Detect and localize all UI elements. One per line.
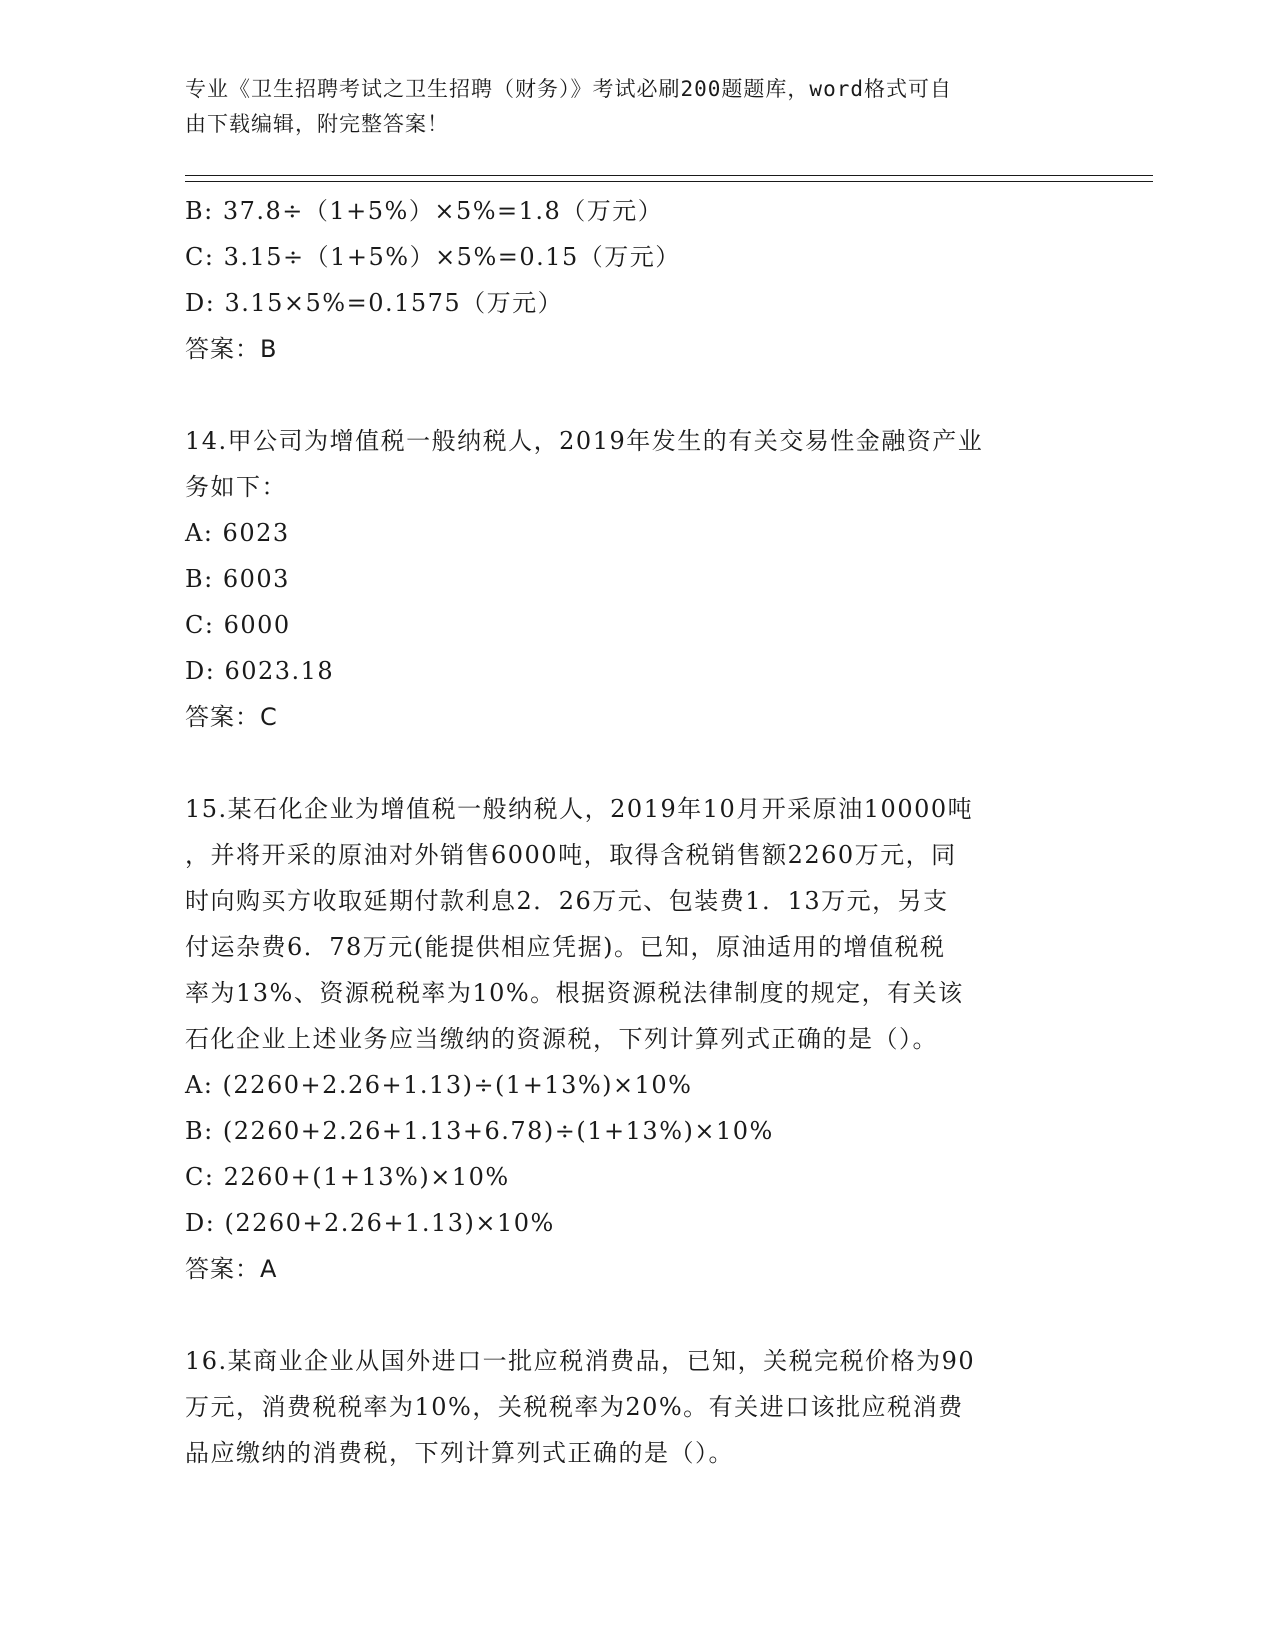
answer: 答案：A [185, 1255, 278, 1283]
document-header [185, 72, 1065, 142]
question-text: 万元，消费税税率为10%，关税税率为20%。有关进口该批应税消费 [185, 1393, 964, 1421]
option-b: B: 37.8÷（1+5%）×5%=1.8（万元） [185, 197, 664, 225]
option-d: D: (2260+2.26+1.13)×10% [185, 1209, 555, 1237]
question-text: 品应缴纳的消费税，下列计算列式正确的是（）。 [185, 1439, 734, 1467]
option-d: D: 6023.18 [185, 657, 335, 685]
option-b: B: 6003 [185, 565, 290, 593]
question-13 [185, 188, 1085, 372]
option-c: C: 3.15÷（1+5%）×5%=0.15（万元） [185, 243, 681, 271]
question-14 [185, 418, 1085, 740]
question-16 [185, 1338, 1085, 1476]
option-a: A: 6023 [185, 519, 290, 547]
question-text: ，并将开采的原油对外销售6000吨，取得含税销售额2260万元，同 [185, 841, 957, 869]
question-text: 15.某石化企业为增值税一般纳税人，2019年10月开采原油10000吨 [185, 795, 974, 823]
option-c: C: 6000 [185, 611, 291, 639]
question-text: 石化企业上述业务应当缴纳的资源税，下列计算列式正确的是（）。 [185, 1025, 938, 1053]
header-divider-bottom [185, 181, 1153, 182]
question-text: 务如下： [185, 473, 287, 501]
question-text: 付运杂费6．78万元(能提供相应凭据)。已知，原油适用的增值税税 [185, 933, 946, 961]
option-a: A: (2260+2.26+1.13)÷(1+13%)×10% [185, 1071, 693, 1099]
option-c: C: 2260+(1+13%)×10% [185, 1163, 510, 1191]
answer: 答案：C [185, 703, 278, 731]
question-text: 14.甲公司为增值税一般纳税人，2019年发生的有关交易性金融资产业 [185, 427, 984, 455]
question-text: 时向购买方收取延期付款利息2．26万元、包装费1．13万元，另支 [185, 887, 949, 915]
header-divider-top [185, 175, 1153, 176]
answer: 答案：B [185, 335, 278, 363]
option-d: D: 3.15×5%=0.1575（万元） [185, 289, 564, 317]
question-text: 率为13%、资源税税率为10%。根据资源税法律制度的规定，有关该 [185, 979, 964, 1007]
question-15 [185, 786, 1085, 1292]
option-b: B: (2260+2.26+1.13+6.78)÷(1+13%)×10% [185, 1117, 774, 1145]
header-line-1: 专业《卫生招聘考试之卫生招聘（财务）》考试必刷200题题库，word格式可自 [185, 77, 952, 101]
question-text: 16.某商业企业从国外进口一批应税消费品，已知，关税完税价格为90 [185, 1347, 976, 1375]
document-body [185, 188, 1085, 1476]
header-line-2: 由下载编辑，附完整答案！ [185, 112, 449, 136]
